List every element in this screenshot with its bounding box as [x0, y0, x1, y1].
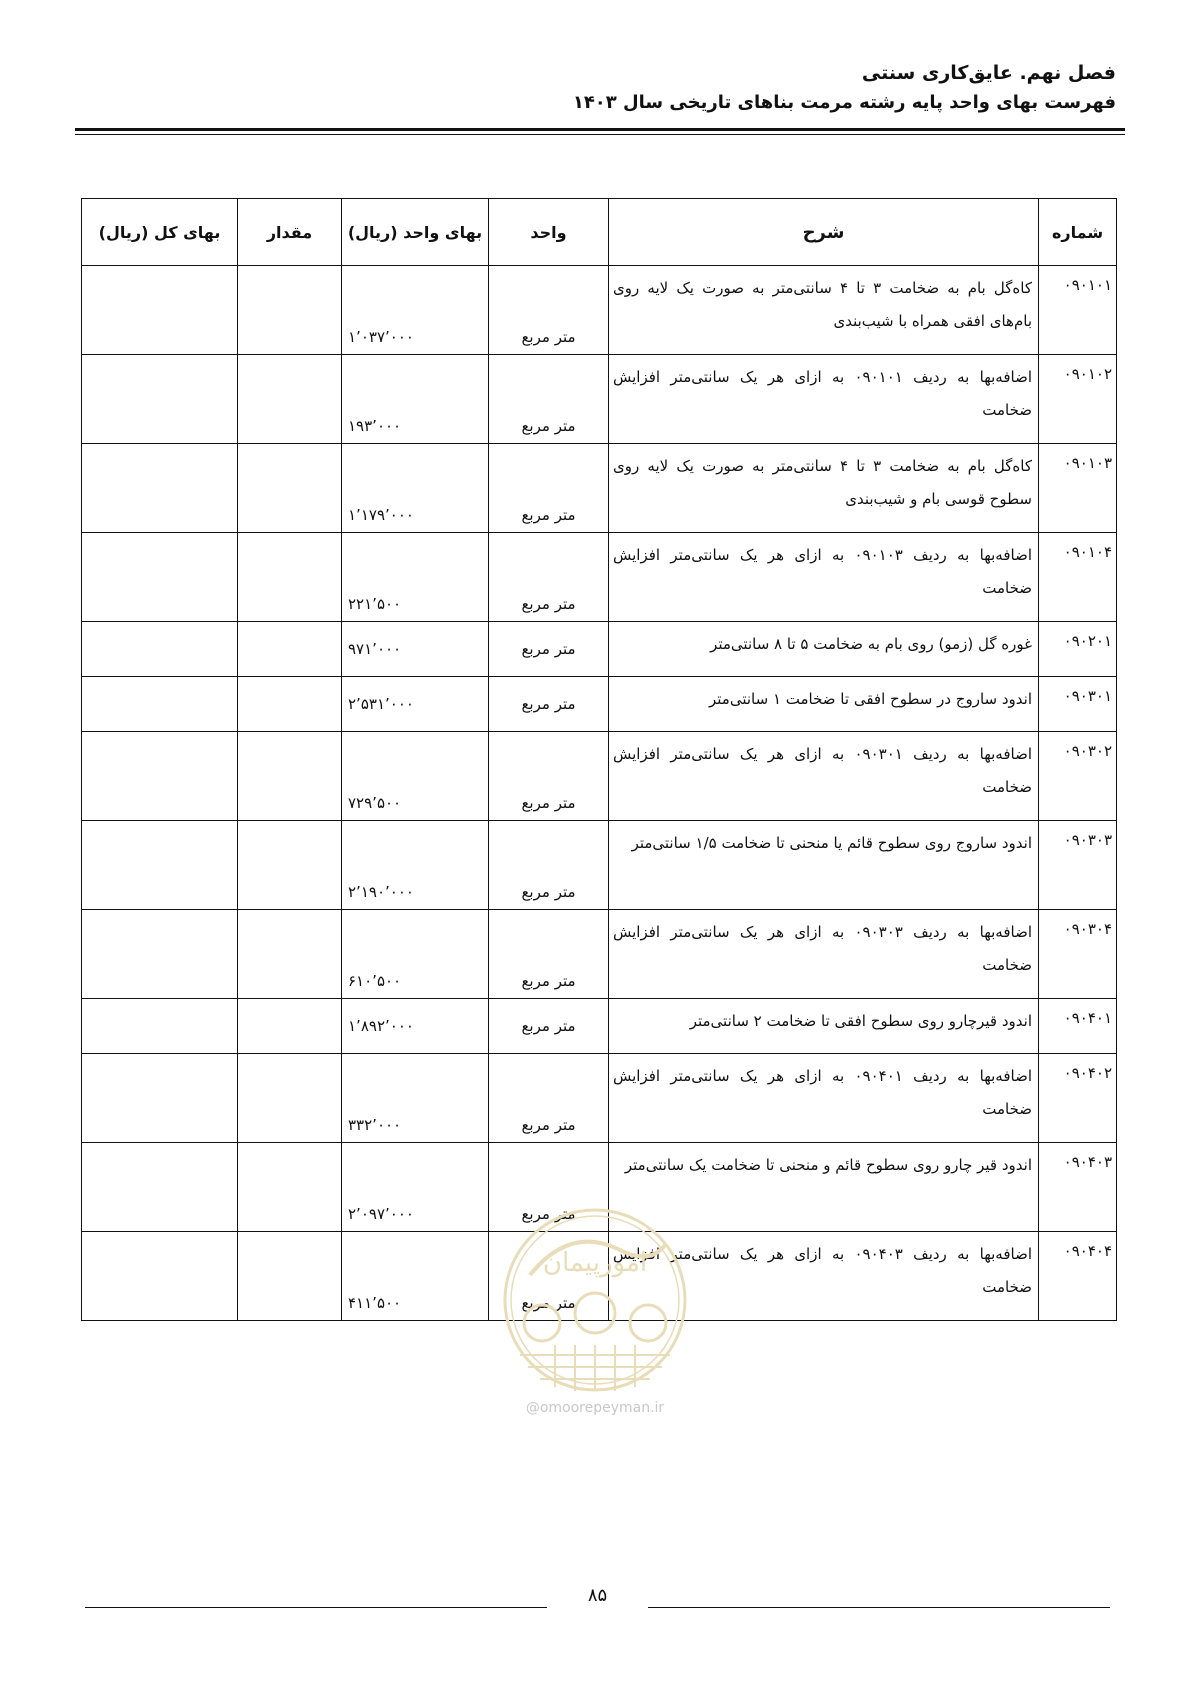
row-code: ۰۹۰۱۰۱ — [1039, 266, 1117, 355]
row-desc: اضافه‌بها به ردیف ۰۹۰۴۰۳ به ازای هر یک سانتی‌متر افزایش ضخامت — [609, 1232, 1039, 1321]
row-unit-price: ۱٬۰۳۷٬۰۰۰ — [342, 266, 489, 355]
row-total — [82, 999, 238, 1054]
col-header-total: بهای کل (ریال) — [82, 199, 238, 266]
row-qty — [238, 677, 342, 732]
row-qty — [238, 444, 342, 533]
row-desc: اضافه‌بها به ردیف ۰۹۰۴۰۱ به ازای هر یک سانتی‌متر افزایش ضخامت — [609, 1054, 1039, 1143]
row-code: ۰۹۰۳۰۲ — [1039, 732, 1117, 821]
row-code: ۰۹۰۳۰۳ — [1039, 821, 1117, 910]
row-desc: اضافه‌بها به ردیف ۰۹۰۳۰۱ به ازای هر یک سانتی‌متر افزایش ضخامت — [609, 732, 1039, 821]
row-unit: متر مربع — [489, 622, 609, 677]
footer-rule-left — [85, 1607, 547, 1608]
row-qty — [238, 1232, 342, 1321]
row-desc: کاه‌گل بام به ضخامت ۳ تا ۴ سانتی‌متر به صورت یک لایه روی بام‌های افقی همراه با شیب‌بندی — [609, 266, 1039, 355]
row-code: ۰۹۰۴۰۴ — [1039, 1232, 1117, 1321]
row-unit-price: ۶۱۰٬۵۰۰ — [342, 910, 489, 999]
row-qty — [238, 732, 342, 821]
table-row — [82, 821, 1117, 910]
row-code: ۰۹۰۱۰۳ — [1039, 444, 1117, 533]
row-desc: اضافه‌بها به ردیف ۰۹۰۱۰۱ به ازای هر یک سانتی‌متر افزایش ضخامت — [609, 355, 1039, 444]
table-row — [82, 355, 1117, 444]
row-desc: اضافه‌بها به ردیف ۰۹۰۱۰۳ به ازای هر یک سانتی‌متر افزایش ضخامت — [609, 533, 1039, 622]
row-total — [82, 444, 238, 533]
row-unit-price: ۷۲۹٬۵۰۰ — [342, 732, 489, 821]
row-desc: اندود ساروج روی سطوح قائم یا منحنی تا ضخامت ۱/۵ سانتی‌متر — [609, 821, 1039, 910]
row-code: ۰۹۰۴۰۳ — [1039, 1143, 1117, 1232]
row-unit: متر مربع — [489, 1143, 609, 1232]
row-unit-price: ۱٬۸۹۲٬۰۰۰ — [342, 999, 489, 1054]
table-row — [82, 677, 1117, 732]
header-rule-thin — [75, 134, 1125, 135]
row-unit: متر مربع — [489, 533, 609, 622]
row-desc: اضافه‌بها به ردیف ۰۹۰۳۰۳ به ازای هر یک سانتی‌متر افزایش ضخامت — [609, 910, 1039, 999]
col-header-desc: شرح — [609, 199, 1039, 266]
footer-rule-right — [648, 1607, 1110, 1608]
row-code: ۰۹۰۳۰۱ — [1039, 677, 1117, 732]
col-header-qty: مقدار — [238, 199, 342, 266]
row-total — [82, 355, 238, 444]
page-number: ۸۵ — [587, 1585, 608, 1606]
watermark-url: @omoorepeyman.ir — [525, 1400, 665, 1416]
document-subtitle: فهرست بهای واحد پایه رشته مرمت بناهای تاریخی سال ۱۴۰۳ — [572, 92, 1116, 113]
row-code: ۰۹۰۳۰۴ — [1039, 910, 1117, 999]
row-total — [82, 1232, 238, 1321]
row-unit-price: ۳۳۲٬۰۰۰ — [342, 1054, 489, 1143]
table-row — [82, 1054, 1117, 1143]
row-desc: کاه‌گل بام به ضخامت ۳ تا ۴ سانتی‌متر به صورت یک لایه روی سطوح قوسی بام و شیب‌بندی — [609, 444, 1039, 533]
row-unit: متر مربع — [489, 821, 609, 910]
row-total — [82, 266, 238, 355]
col-header-unit: واحد — [489, 199, 609, 266]
row-unit: متر مربع — [489, 1232, 609, 1321]
row-unit-price: ۱۹۳٬۰۰۰ — [342, 355, 489, 444]
table-row — [82, 622, 1117, 677]
row-unit-price: ۲٬۱۹۰٬۰۰۰ — [342, 821, 489, 910]
row-qty — [238, 821, 342, 910]
row-code: ۰۹۰۴۰۱ — [1039, 999, 1117, 1054]
table-row — [82, 266, 1117, 355]
row-code: ۰۹۰۱۰۴ — [1039, 533, 1117, 622]
row-unit: متر مربع — [489, 355, 609, 444]
row-desc: اندود ساروج در سطوح افقی تا ضخامت ۱ سانتی‌متر — [609, 677, 1039, 732]
row-qty — [238, 266, 342, 355]
row-code: ۰۹۰۲۰۱ — [1039, 622, 1117, 677]
row-total — [82, 533, 238, 622]
row-total — [82, 1143, 238, 1232]
row-unit-price: ۲٬۵۳۱٬۰۰۰ — [342, 677, 489, 732]
row-code: ۰۹۰۴۰۲ — [1039, 1054, 1117, 1143]
row-qty — [238, 622, 342, 677]
row-desc: اندود قیرچارو روی سطوح افقی تا ضخامت ۲ سانتی‌متر — [609, 999, 1039, 1054]
row-code: ۰۹۰۱۰۲ — [1039, 355, 1117, 444]
row-qty — [238, 1143, 342, 1232]
row-unit: متر مربع — [489, 444, 609, 533]
table-row — [82, 533, 1117, 622]
watermark-logo-icon — [500, 1205, 690, 1395]
row-desc: غوره گل (زمو) روی بام به ضخامت ۵ تا ۸ سانتی‌متر — [609, 622, 1039, 677]
row-unit-price: ۲۲۱٬۵۰۰ — [342, 533, 489, 622]
row-qty — [238, 533, 342, 622]
row-total — [82, 677, 238, 732]
chapter-title: فصل نهم. عایق‌کاری سنتی — [861, 62, 1116, 84]
table-header-row — [82, 199, 1117, 266]
row-total — [82, 910, 238, 999]
row-unit-price: ۲٬۰۹۷٬۰۰۰ — [342, 1143, 489, 1232]
row-total — [82, 622, 238, 677]
row-unit: متر مربع — [489, 999, 609, 1054]
row-total — [82, 821, 238, 910]
row-unit: متر مربع — [489, 732, 609, 821]
table-row — [82, 444, 1117, 533]
row-qty — [238, 910, 342, 999]
table-row — [82, 732, 1117, 821]
row-total — [82, 1054, 238, 1143]
header-rule-thick — [75, 128, 1125, 131]
row-unit: متر مربع — [489, 266, 609, 355]
row-unit: متر مربع — [489, 1054, 609, 1143]
row-qty — [238, 1054, 342, 1143]
row-desc: اندود قیر چارو روی سطوح قائم و منحنی تا ضخامت یک سانتی‌متر — [609, 1143, 1039, 1232]
row-unit: متر مربع — [489, 677, 609, 732]
row-unit-price: ۹۷۱٬۰۰۰ — [342, 622, 489, 677]
price-table — [81, 198, 1117, 1321]
col-header-code: شماره — [1039, 199, 1117, 266]
col-header-unit-price: بهای واحد (ریال) — [342, 199, 489, 266]
row-unit-price: ۱٬۱۷۹٬۰۰۰ — [342, 444, 489, 533]
row-unit: متر مربع — [489, 910, 609, 999]
table-row — [82, 999, 1117, 1054]
row-qty — [238, 999, 342, 1054]
row-qty — [238, 355, 342, 444]
watermark-logo-text: امورپیمان — [542, 1248, 648, 1278]
row-unit-price: ۴۱۱٬۵۰۰ — [342, 1232, 489, 1321]
row-total — [82, 732, 238, 821]
page-header — [66, 58, 1116, 118]
table-row — [82, 910, 1117, 999]
